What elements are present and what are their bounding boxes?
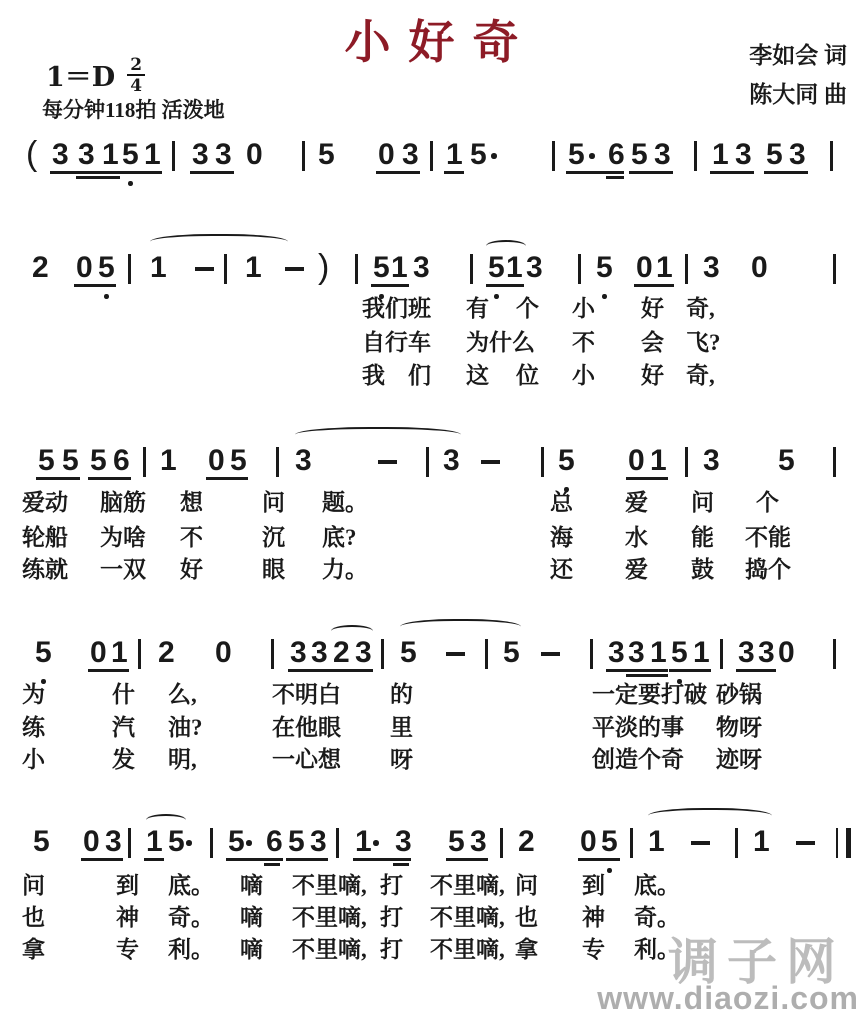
beam-underline [606, 176, 624, 179]
note: 3 [395, 825, 412, 858]
note: 1 [144, 138, 161, 171]
note: 5 [373, 251, 390, 284]
lyric-segment: 到 [582, 873, 605, 898]
beam-underline [393, 863, 409, 866]
note: 5 [601, 825, 618, 858]
note: 1 [160, 444, 177, 477]
augmentation-dot [373, 840, 379, 846]
note: 3 [654, 138, 671, 171]
beam-underline [626, 477, 668, 480]
note: 3 [52, 138, 69, 171]
note: 3 [295, 444, 312, 477]
note: 1 [446, 138, 463, 171]
note: 1 [506, 251, 523, 284]
note: 5 [766, 138, 783, 171]
barline [830, 141, 833, 171]
note: 3 [192, 138, 209, 171]
barline [302, 141, 305, 171]
barline [541, 447, 544, 477]
note: 1 [146, 825, 163, 858]
lyric-segment: 底? [322, 525, 357, 550]
music-line [0, 135, 863, 192]
lyric-segment: 什 [112, 682, 135, 707]
note: 3 [628, 636, 645, 669]
note: 6 [113, 444, 130, 477]
lyric-segment: 们 [408, 363, 431, 388]
lyric-segment: 好 [180, 557, 203, 582]
lyric-segment: 个 [516, 296, 539, 321]
dash-extension [195, 267, 214, 271]
barline [128, 254, 131, 284]
note: 1 [656, 251, 673, 284]
slur-arc [146, 814, 186, 826]
beam-underline [81, 858, 123, 861]
low-octave-dot [494, 294, 499, 299]
barline [720, 639, 723, 669]
lyric-segment: 沉 [262, 525, 285, 550]
tempo-marking: 每分钟118拍 活泼地 [42, 98, 225, 122]
dash-extension [378, 460, 397, 464]
tie-arc [150, 234, 288, 251]
lyric-segment: 打 [380, 937, 403, 962]
note: 5 [596, 251, 613, 284]
note: 5 [488, 251, 505, 284]
beam-underline [206, 477, 248, 480]
note: 2 [518, 825, 535, 858]
note: 5 [35, 636, 52, 669]
note: 5 [168, 825, 185, 858]
lyric-segment: 我们班 [362, 296, 431, 321]
low-octave-dot [607, 868, 612, 873]
note: 1 [102, 138, 119, 171]
lyric-segment: 奇。 [168, 905, 214, 930]
lyric-segment: 不里嘀, [292, 905, 367, 930]
note: 5 [122, 138, 139, 171]
note: 3 [470, 825, 487, 858]
low-octave-dot [104, 294, 109, 299]
lyric-segment: 的 [390, 682, 413, 707]
lyric-segment: 好 [641, 363, 664, 388]
beam-underline [764, 171, 808, 174]
note: 5 [470, 138, 487, 171]
lyric-segment: 嘀 [240, 937, 263, 962]
lyric-segment: 问 [691, 490, 714, 515]
note: 0 [215, 636, 232, 669]
beam-underline [76, 176, 120, 179]
lyric-segment: 发 [112, 747, 135, 772]
lyric-segment: 打 [380, 905, 403, 930]
lyric-segment: 还 [550, 557, 573, 582]
note: 3 [526, 251, 543, 284]
lyric-segment: 小 [572, 296, 595, 321]
note: 5 [98, 251, 115, 284]
beam-underline [446, 858, 488, 861]
barline [210, 828, 213, 858]
augmentation-dot [491, 153, 497, 159]
note: 0 [628, 444, 645, 477]
lyric-segment: 奇, [686, 296, 715, 321]
note: 5 [568, 138, 585, 171]
lyric-segment: 好 [641, 296, 664, 321]
tie-arc [295, 427, 461, 444]
note: 0 [208, 444, 225, 477]
lyric-segment: 不里嘀, [430, 905, 505, 930]
barline [426, 447, 429, 477]
augmentation-dot [246, 840, 252, 846]
beam-underline [36, 477, 80, 480]
slur-arc [486, 240, 526, 252]
note: 3 [738, 636, 755, 669]
note: 0 [778, 636, 795, 669]
beam-underline [629, 171, 673, 174]
lyric-segment: 不 [180, 525, 203, 550]
tie-arc [648, 808, 772, 825]
barline [138, 639, 141, 669]
lyric-segment: 问 [515, 873, 538, 898]
lyric-segment: 我 [362, 363, 385, 388]
barline [685, 447, 688, 477]
note: 5 [503, 636, 520, 669]
lyric-segment: 爱 [625, 557, 648, 582]
lyric-segment: 嘀 [240, 873, 263, 898]
beam-underline [88, 477, 131, 480]
lyric-segment: 一双 [100, 557, 146, 582]
dash-extension [285, 267, 304, 271]
note: 5 [90, 444, 107, 477]
credits [749, 36, 847, 114]
beam-underline [566, 171, 624, 174]
meter-fraction [127, 56, 145, 95]
lyric-segment: 想 [180, 490, 203, 515]
note: 3 [758, 636, 775, 669]
lyric-segment: 一心想 [272, 747, 341, 772]
music-line [0, 827, 863, 879]
lyric-segment: 位 [516, 363, 539, 388]
note: 0 [378, 138, 395, 171]
dash-extension [446, 652, 465, 656]
lyric-segment: 迹呀 [716, 747, 762, 772]
lyric-segment: 题。 [322, 490, 368, 515]
barline [735, 828, 738, 858]
lyric-segment: 能 [691, 525, 714, 550]
lyric-segment: 脑筋 [100, 490, 146, 515]
note: 5 [400, 636, 417, 669]
beam-underline [120, 171, 162, 174]
lyric-segment: 打 [380, 873, 403, 898]
lyric-segment: 汽 [112, 715, 135, 740]
lyric-segment: 练 [22, 715, 45, 740]
note: 1 [648, 825, 665, 858]
lyric-segment: 海 [550, 525, 573, 550]
note: 5 [631, 138, 648, 171]
note: 1 [111, 636, 128, 669]
note: 2 [333, 636, 350, 669]
lyric-segment: 飞? [686, 330, 721, 355]
lyric-segment: 拿 [515, 937, 538, 962]
barline [685, 254, 688, 284]
beam-underline [190, 171, 234, 174]
note: 1 [712, 138, 729, 171]
note: 2 [158, 636, 175, 669]
lyric-segment: 砂锅 [716, 682, 762, 707]
song-title: 小好奇 [344, 17, 537, 68]
lyric-segment: 专 [116, 937, 139, 962]
key-signature [46, 54, 145, 95]
barline [833, 447, 836, 477]
note: 5 [448, 825, 465, 858]
note: 0 [580, 825, 597, 858]
note: 1 [391, 251, 408, 284]
barline [355, 254, 358, 284]
watermark-site-name: 调子网 [668, 934, 845, 990]
barline [552, 141, 555, 171]
note: 3 [215, 138, 232, 171]
lyric-segment: 神 [116, 905, 139, 930]
note: 1 [650, 444, 667, 477]
beam-underline [606, 669, 668, 672]
lyric-segment: 一定要打破 [592, 682, 707, 707]
note: 1 [650, 636, 667, 669]
barline [128, 828, 131, 858]
lyric-segment: 么, [168, 682, 197, 707]
lyric-segment: 会 [641, 330, 664, 355]
note: 5 [230, 444, 247, 477]
phrase-parenthesis: ) [318, 248, 330, 286]
lyric-segment: 在他眼 [272, 715, 341, 740]
barline [590, 639, 593, 669]
lyric-segment: 为什么 [466, 330, 535, 355]
lyric-segment: 到 [116, 873, 139, 898]
lyric-segment: 里 [390, 715, 413, 740]
note: 5 [33, 825, 50, 858]
final-barline [836, 828, 851, 858]
beam-underline [286, 858, 328, 861]
beam-underline [376, 171, 420, 174]
lyric-segment: 专 [582, 937, 605, 962]
lyric-segment: 小 [572, 363, 595, 388]
lyric-segment: 为啥 [100, 525, 146, 550]
beam-underline [578, 858, 620, 861]
barline [276, 447, 279, 477]
lyric-segment: 问 [22, 873, 45, 898]
lyric-segment: 总 [550, 490, 573, 515]
lyric-segment: 也 [22, 905, 45, 930]
barline [833, 254, 836, 284]
note: 5 [318, 138, 335, 171]
lyric-segment: 拿 [22, 937, 45, 962]
lyric-segment: 奇。 [634, 905, 680, 930]
lyric-segment: 也 [515, 905, 538, 930]
beam-underline [371, 284, 409, 287]
beam-underline [486, 284, 524, 287]
lyric-segment: 捣个 [745, 557, 791, 582]
barline [578, 254, 581, 284]
note: 3 [78, 138, 95, 171]
watermark-site-url: www.diaozi.com [597, 980, 859, 1016]
lyric-segment: 个 [756, 490, 779, 515]
lyric-segment: 为 [22, 682, 45, 707]
beam-underline [444, 171, 464, 174]
beam-underline [626, 674, 668, 677]
lyric-segment: 不能 [745, 525, 791, 550]
beam-underline [353, 858, 411, 861]
lyric-segment: 水 [625, 525, 648, 550]
dash-extension [691, 841, 710, 845]
low-octave-dot [128, 181, 133, 186]
note: 5 [288, 825, 305, 858]
lyric-segment: 嘀 [240, 905, 263, 930]
note: 1 [693, 636, 710, 669]
lyric-segment: 小 [22, 747, 45, 772]
note: 3 [789, 138, 806, 171]
barline [833, 639, 836, 669]
lyric-segment: 奇, [686, 363, 715, 388]
beam-underline [144, 858, 164, 861]
lyric-segment: 爱动 [22, 490, 68, 515]
lyric-segment: 鼓 [691, 557, 714, 582]
barline [143, 447, 146, 477]
lyric-segment: 爱 [625, 490, 648, 515]
note: 0 [90, 636, 107, 669]
beam-underline [50, 171, 120, 174]
meter-numerator: 2 [127, 56, 145, 76]
lyric-segment: 呀 [390, 747, 413, 772]
dash-extension [796, 841, 815, 845]
note: 3 [290, 636, 307, 669]
lyric-segment: 力。 [322, 557, 368, 582]
note: 1 [355, 825, 372, 858]
note: 3 [443, 444, 460, 477]
barline [271, 639, 274, 669]
note: 5 [671, 636, 688, 669]
lyric-segment: 明, [168, 747, 197, 772]
note: 0 [76, 251, 93, 284]
note: 5 [778, 444, 795, 477]
music-line [0, 248, 863, 305]
lyric-segment: 底。 [634, 873, 680, 898]
beam-underline [226, 858, 283, 861]
barline [470, 254, 473, 284]
lyric-segment: 问 [262, 490, 285, 515]
lyric-segment: 不里嘀, [292, 937, 367, 962]
low-octave-dot [602, 294, 607, 299]
note: 1 [150, 251, 167, 284]
lyric-segment: 练就 [22, 557, 68, 582]
phrase-parenthesis: ( [26, 135, 38, 173]
lyric-segment: 有 [466, 296, 489, 321]
lyric-segment: 创造个奇 [592, 747, 684, 772]
augmentation-dot [589, 153, 595, 159]
note: 0 [83, 825, 100, 858]
note: 3 [402, 138, 419, 171]
barline [694, 141, 697, 171]
dash-extension [481, 460, 500, 464]
note: 3 [608, 636, 625, 669]
note: 5 [558, 444, 575, 477]
barline [485, 639, 488, 669]
beam-underline [88, 669, 129, 672]
lyric-segment: 油? [168, 715, 203, 740]
note: 3 [311, 636, 328, 669]
lyricist-credit: 李如会 词 [749, 43, 847, 68]
note: 3 [703, 444, 720, 477]
beam-underline [710, 171, 754, 174]
note: 5 [62, 444, 79, 477]
note: 3 [703, 251, 720, 284]
lyric-segment: 眼 [262, 557, 285, 582]
barline [381, 639, 384, 669]
barline [630, 828, 633, 858]
beam-underline [669, 669, 711, 672]
beam-underline [288, 669, 373, 672]
lyric-segment: 不明白 [272, 682, 341, 707]
note: 0 [246, 138, 263, 171]
barline [500, 828, 503, 858]
note: 3 [735, 138, 752, 171]
lyric-segment: 物呀 [716, 715, 762, 740]
lyric-segment: 轮船 [22, 525, 68, 550]
note: 3 [310, 825, 327, 858]
note: 5 [38, 444, 55, 477]
beam-underline [736, 669, 776, 672]
slur-arc [331, 625, 373, 637]
barline [430, 141, 433, 171]
note: 6 [266, 825, 283, 858]
barline [336, 828, 339, 858]
lyric-segment: 利。 [168, 937, 214, 962]
lyric-segment: 神 [582, 905, 605, 930]
barline [172, 141, 175, 171]
note: 3 [355, 636, 372, 669]
note: 2 [32, 251, 49, 284]
composer-credit: 陈大同 曲 [749, 82, 847, 107]
lyric-segment: 底。 [168, 873, 214, 898]
barline [224, 254, 227, 284]
tie-arc [400, 619, 521, 636]
lyric-segment: 不里嘀, [292, 873, 367, 898]
note: 3 [105, 825, 122, 858]
lyric-segment: 不里嘀, [430, 937, 505, 962]
beam-underline [264, 863, 280, 866]
note: 1 [245, 251, 262, 284]
dash-extension [541, 652, 560, 656]
key-label: 1＝D [46, 62, 116, 93]
meter-denominator: 4 [130, 76, 143, 96]
beam-underline [634, 284, 674, 287]
lyric-segment: 利。 [634, 937, 680, 962]
augmentation-dot [186, 840, 192, 846]
lyric-segment: 平淡的事 [592, 715, 684, 740]
lyric-segment: 不 [572, 330, 595, 355]
lyric-segment: 自行车 [362, 330, 431, 355]
lyric-segment: 不里嘀, [430, 873, 505, 898]
beam-underline [74, 284, 116, 287]
lyric-segment: 这 [466, 363, 489, 388]
note: 0 [636, 251, 653, 284]
note: 6 [608, 138, 625, 171]
note: 5 [228, 825, 245, 858]
note: 1 [753, 825, 770, 858]
note: 3 [413, 251, 430, 284]
note: 0 [751, 251, 768, 284]
